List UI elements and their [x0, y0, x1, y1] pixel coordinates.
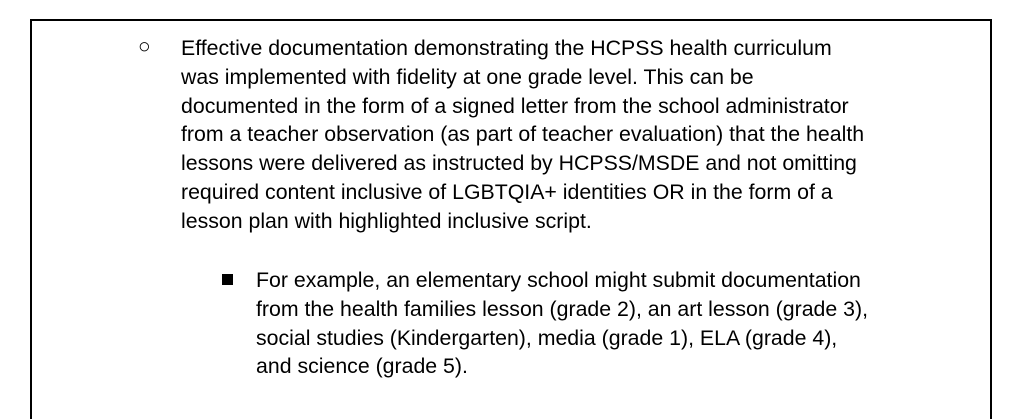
list-item-line: lessons were delivered as instructed by HCPSS/MSDE and not omitting	[181, 151, 857, 176]
filled-square-bullet-icon	[222, 274, 233, 285]
list-item-line: from a teacher observation (as part of teacher evaluation) that the health	[181, 122, 865, 147]
list-item-line: For example, an elementary school might submit documentation	[256, 268, 861, 292]
hollow-circle-bullet-icon: ○	[138, 35, 151, 58]
list-item-line: was implemented with fidelity at one grade level. This can be	[181, 64, 754, 89]
list-item-line: Effective documentation demonstrating the HCPSS health curriculum	[181, 36, 832, 60]
list-item-example	[256, 266, 986, 381]
list-item-line: documented in the form of a signed letter from the school administrator	[181, 93, 849, 118]
list-item-line: social studies (Kindergarten), media (grade 1), ELA (grade 4),	[256, 325, 838, 350]
list-item-line: lesson plan with highlighted inclusive script.	[181, 208, 592, 233]
list-item-effective-documentation	[181, 34, 986, 236]
list-item-line: and science (grade 5).	[256, 354, 468, 379]
list-item-line: from the health families lesson (grade 2), an art lesson (grade 3),	[256, 296, 868, 321]
list-item-line: required content inclusive of LGBTQIA+ identities OR in the form of a	[181, 179, 833, 204]
